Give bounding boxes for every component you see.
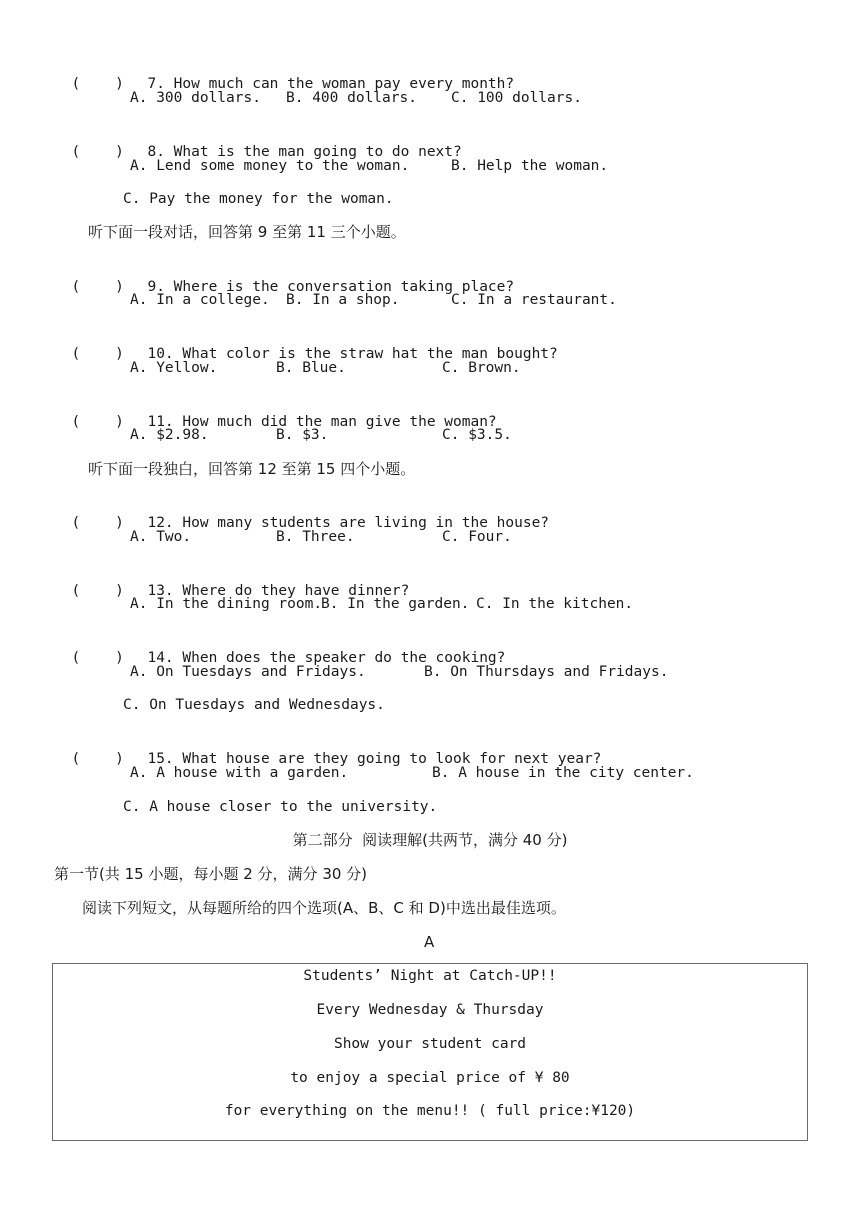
option-c: C. $3.5. [442, 427, 512, 443]
question-10 [54, 324, 558, 362]
option-c: C. 100 dollars. [451, 90, 582, 106]
answer-blank[interactable]: ( ) [71, 751, 124, 767]
option-c: C. On Tuesdays and Wednesdays. [123, 697, 385, 713]
passage-label: A [424, 933, 435, 951]
ad-headline: Students’ Night at Catch-UP!! [303, 968, 557, 984]
answer-blank[interactable]: ( ) [71, 583, 124, 599]
option-a: A. In a college. [130, 292, 270, 308]
option-a: A. On Tuesdays and Fridays. [130, 664, 366, 680]
question-13 [54, 561, 410, 599]
option-b: B. In a shop. [286, 292, 400, 308]
option-b: B. A house in the city center. [432, 765, 694, 781]
option-b: B. Help the woman. [451, 158, 609, 174]
question-text: 9. Where is the conversation taking place? [147, 279, 515, 295]
option-b: B. Blue. [276, 360, 346, 376]
question-7 [54, 54, 515, 92]
option-a: A. A house with a garden. [130, 765, 349, 781]
ad-full-price: for everything on the menu!! ( full price:¥120) [224, 1103, 636, 1119]
ad-special-price: to enjoy a special price of ¥ 80 [290, 1070, 570, 1086]
question-12 [54, 493, 550, 531]
option-b: B. Three. [276, 529, 355, 545]
question-text: 15. What house are they going to look for next year? [147, 751, 602, 767]
answer-blank[interactable]: ( ) [71, 515, 124, 531]
part2-title: 第二部分 阅读理解(共两节，满分 40 分) [292, 831, 568, 849]
question-text: 8. What is the man going to do next? [147, 144, 462, 160]
reading-directions: 阅读下列短文，从每题所给的四个选项(A、B、C 和 D)中选出最佳选项。 [82, 899, 566, 917]
question-text: 7. How much can the woman pay every month? [147, 76, 515, 92]
answer-blank[interactable]: ( ) [71, 279, 124, 295]
option-a: A. Yellow. [130, 360, 218, 376]
option-a: A. $2.98. [130, 427, 209, 443]
answer-blank[interactable]: ( ) [71, 650, 124, 666]
question-text: 12. How many students are living in the house? [147, 515, 550, 531]
option-a: A. Lend some money to the woman. [130, 158, 410, 174]
option-b: B. On Thursdays and Fridays. [424, 664, 669, 680]
option-b: B. 400 dollars. [286, 90, 417, 106]
answer-blank[interactable]: ( ) [71, 144, 124, 160]
option-c: C. In the kitchen. [476, 596, 634, 612]
answer-blank[interactable]: ( ) [71, 414, 124, 430]
ad-days: Every Wednesday & Thursday [316, 1002, 544, 1018]
listening-instruction: 听下面一段独白，回答第 12 至第 15 四个小题。 [88, 460, 416, 478]
question-11 [54, 392, 497, 430]
question-text: 11. How much did the man give the woman? [147, 414, 497, 430]
question-text: 14. When does the speaker do the cooking? [147, 650, 506, 666]
option-a: A. Two. [130, 529, 192, 545]
option-c: C. Four. [442, 529, 512, 545]
option-b: B. In the garden. [321, 596, 470, 612]
answer-blank[interactable]: ( ) [71, 76, 124, 92]
answer-blank[interactable]: ( ) [71, 346, 124, 362]
option-c: C. In a restaurant. [451, 292, 617, 308]
option-c: C. A house closer to the university. [123, 799, 438, 815]
question-text: 10. What color is the straw hat the man bought? [147, 346, 558, 362]
section1-heading: 第一节(共 15 小题，每小题 2 分，满分 30 分) [54, 865, 368, 883]
question-14 [54, 628, 506, 666]
option-a: A. 300 dollars. [130, 90, 261, 106]
question-9 [54, 257, 515, 295]
listening-instruction: 听下面一段对话，回答第 9 至第 11 三个小题。 [88, 223, 406, 241]
option-c: C. Brown. [442, 360, 521, 376]
option-b: B. $3. [276, 427, 329, 443]
ad-student-card: Show your student card [333, 1036, 527, 1052]
question-15 [54, 729, 602, 767]
question-8 [54, 122, 462, 160]
option-c: C. Pay the money for the woman. [123, 191, 394, 207]
question-text: 13. Where do they have dinner? [147, 583, 410, 599]
advertisement-box [52, 963, 808, 1141]
option-a: A. In the dining room. [130, 596, 323, 612]
